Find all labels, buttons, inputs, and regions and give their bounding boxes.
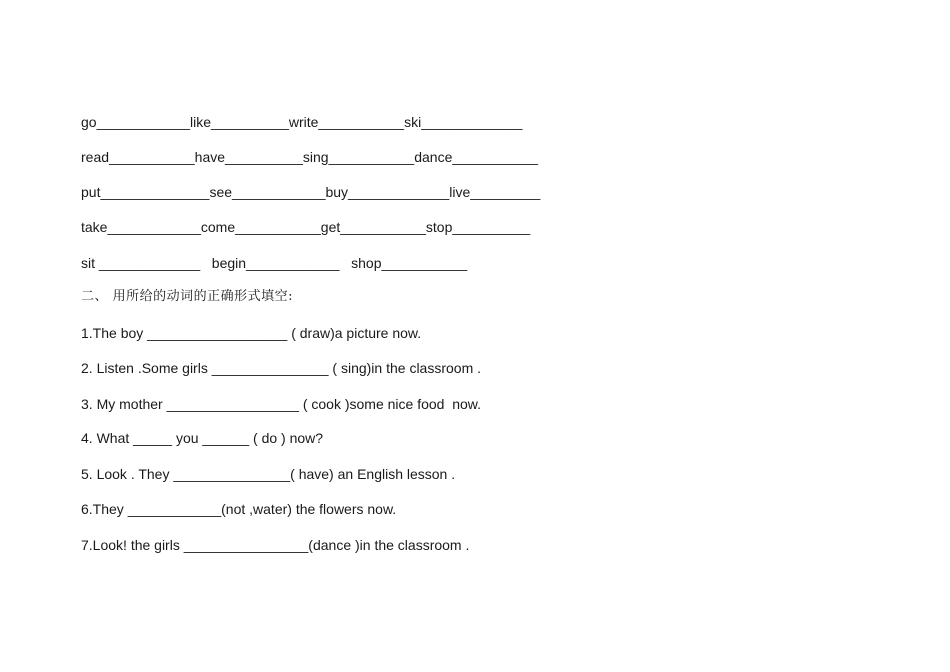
verb-row-3: put______________see____________buy_____________live_________ <box>81 184 541 200</box>
question-4: 4. What _____ you ______ ( do ) now? <box>81 430 324 446</box>
section-heading: 二、 用所给的动词的正确形式填空: <box>81 289 294 304</box>
question-3: 3. My mother _________________ ( cook )some nice food now. <box>81 396 482 412</box>
verb-row-1: go____________like__________write___________ski_____________ <box>81 114 523 130</box>
verb-row-2: read___________have__________sing___________dance___________ <box>81 149 539 165</box>
verb-row-4: take____________come___________get___________stop__________ <box>81 219 531 235</box>
question-5: 5. Look . They _______________( have) an English lesson . <box>81 466 456 482</box>
verb-row-5: sit _____________ begin____________ shop___________ <box>81 255 468 271</box>
question-6: 6.They ____________(not ,water) the flowers now. <box>81 501 397 517</box>
question-1: 1.The boy __________________ ( draw)a picture now. <box>81 325 422 341</box>
question-7: 7.Look! the girls ________________(dance )in the classroom . <box>81 537 470 553</box>
question-2: 2. Listen .Some girls _______________ ( sing)in the classroom . <box>81 360 482 376</box>
